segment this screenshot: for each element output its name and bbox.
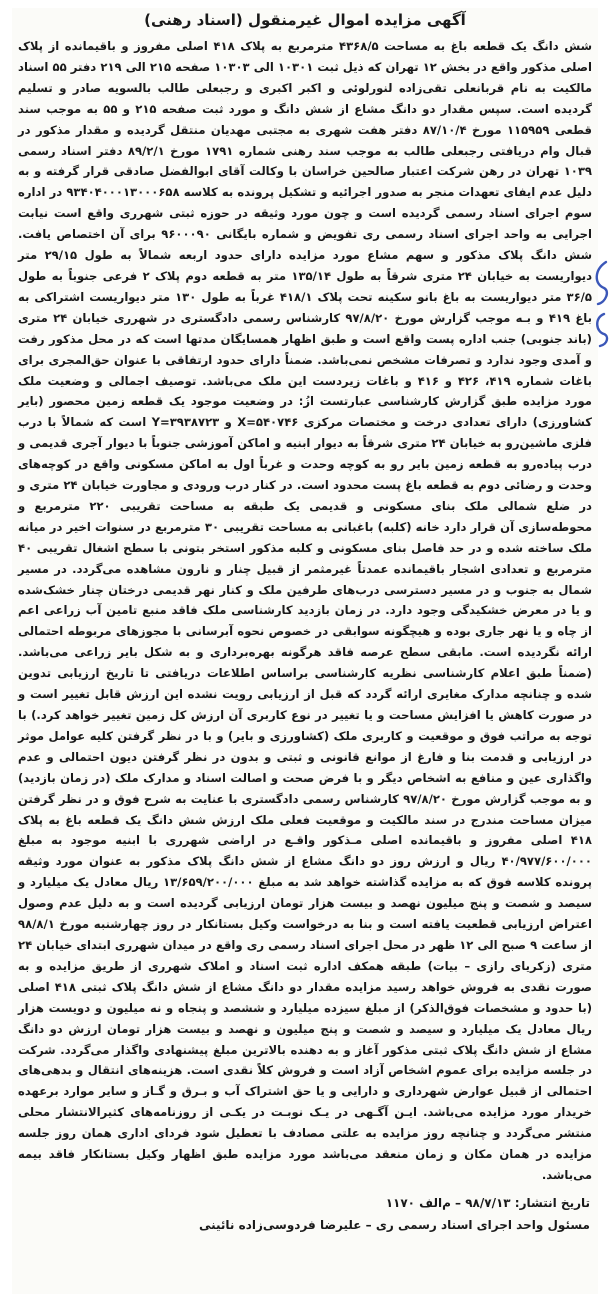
notice-body: شش دانگ یک قطعه باغ به مساحت ۴۳۶۸/۵ مترمربع به پلاک ۴۱۸ اصلی مفروز و باقیمانده از پلاک اصلی مذکور واقع در بخش ۱۲ تهران که ذیل ثبت ۱۰۳۰۱ الی ۱۰۳۰۳ صفحه ۲۱۵ الی ۲۱۹ دفتر ۵۵ اسناد مالکیت به نام قربانعلی تقی‌زاده لنورلوئی و اکبر اکبری و رجبعلی طالب بالسویه صادر و تسلیم گردیده است. سپس مقدار دو دانگ مشاع از شش دانگ و مورد ثبت صفحه ۲۱۵ و ۵۵ به موجب سند قطعی ۱۱۵۹۵۹ مورخ ۸۷/۱۰/۴ دفتر هفت شهری به مجتبی مهدیان منتقل گردیده و مقدار مذکور در قبال وام دریافتی رجبعلی طالب به موجب سند رهنی شماره ۱۷۹۱ مورخ ۸۹/۲/۱ دفتر اسناد رسمی ۱۰۳۹ تهران در رهن شرکت اعتبار صالحین خراسان با وکالت آقای ابوالفضل صادقی قرار گرفته و به دلیل عدم ایفای تعهدات منجر به صدور اجرائیه و تشکیل پرونده به کلاسه ۹۳۴۰۴۰۰۰۱۳۰۰۰۶۵۸ در اداره سوم اجرای اسناد رسمی گردیده است و چون مورد وثیقه در حوزه ثبتی شهرری واقع است نیابت اجرایی به واحد اجرای اسناد رسمی ری تفویض و شماره بایگانی ۹۶۰۰۰۹۰ برای آن اختصاص یافت. شش دانگ پلاک مذکور و سهم مشاع مورد مزایده دارای حدود اربعه شمالاً به طول ۲۹/۱۵ متر دیواریست به خیابان ۲۴ متری شرقاً به طول ۱۳۵/۱۴ متر به قطعه دوم پلاک ۲ فرعی جنوباً به طول ۳۶/۵ متر دیواریست به باغ بانو سکینه تحت پلاک ۴۱۸/۱ غرباً به طول ۱۳۰ متر دیواریست اشتراکی به باغ ۴۱۹ و بـه موجب گزارش مورخ ۹۷/۸/۲۰ کارشناس رسمی دادگستری در شهرری خیابان ۲۴ متری (باند جنوبی) جنب اداره پست واقع است و طبق اظهار همسایگان مدتها است که در محل مذکور رفت و آمدی وجود ندارد و تصرفات مشخص نمی‌باشد. ضمناً دارای حدود ارتفاقی با عنوان حق‌المجری برای باغات شماره ۴۱۹، ۴۲۶ و ۴۱۶ و باغات زیردست این ملک می‌باشد. توصیف اجمالی و وضعیت ملک مورد مزایده طبق گزارش کارشناسی عبارتست ازُ: در وضعیت موجود یک قطعه زمین محصور (بایر کشاورزی) دارای تعدادی درخت و مختصات مرکزی X=۵۴۰۷۴۶ و Y=۳۹۳۸۷۲۳ است که شمالاً با درب فلزی ماشین‌رو به خیابان ۲۴ متری شرقاً به دیوار ابنیه و اماکن آموزشی جنوباً با دیوار آجری قدیمی و درب پیاده‌رو به قطعه زمین بایر رو به کوچه وحدت و غرباً اول به اماکن مسکونی واقع در کوچه‌های وحدت و رضائی دوم به قطعه باغ پست محدود است. در کنار درب ورودی و مجاورت خیابان ۲۴ متری و در ضلع شمالی ملک بنای مسکونی و قدیمی یک طبقه به مساحت تقریبی ۲۲۰ مترمربع و محوطه‌سازی آن قرار دارد خانه (کلبه) باغبانی به مساحت تقریبی ۳۰ مترمربع در سنوات اخیر در میانه ملک ساخته شده و در حد فاصل بنای مسکونی و کلبه مذکور استخر بتونی با سطح اشغال تقریبی ۴۰ مترمربع و تعدادی اشجار باقیمانده عمدتاً غیرمثمر از قبیل چنار و نارون مشاهده می‌گردد. در مسیر شمال به جنوب و در مسیر دسترسی درب‌های طرفین ملک و کنار نهر قدیمی درختان چنار خشک‌شده و یا در معرض خشکیدگی وجود دارد. در زمان بازدید کارشناسی ملک فاقد منبع تامین آب زراعی اعم از چاه و یا نهر جاری بوده و هیچگونه سوابقی در خصوص نحوه آبرسانی با مجوزهای مربوطه احتمالی ارائه نگردیده است. مابقی سطح عرصه فاقد هرگونه بهره‌برداری و به شکل بایر زراعی می‌باشد. (ضمناً طبق اعلام کارشناسی نظریه کارشناسی براساس اطلاعات دریافتی تا تاریخ ارزیابی تدوین شده و چنانچه مدارک مغایری ارائه گردد که قبل از ارزیابی رویت نشده این ارزش قابل تغییر است و در صورت کاهش یا افزایش مساحت و یا تغییر در نوع کاربری آن ارزش کل زمین تغییر خواهد کرد.) با توجه به مراتب فوق و موقعیت و کاربری ملک (کشاورزی و بایر) و با در نظر گرفتن کلیه عوامل موثر در ارزیابی و قدمت بنا و فارغ از موانع قانونی و ثبتی و بدون در نظر گرفتن دیون احتمالی و عدم واگذاری عین و منافع به اشخاص دیگر و با فرض صحت و اصالت اسناد و مدارک ملک (در زمان بازدید) و به موجب گزارش مورخ ۹۷/۸/۲۰ کارشناس رسمی دادگستری با عنایت به شرح فوق و در نظر گرفتن میزان مساحت مندرج در سند مالکیت و موقعیت فعلی ملک ارزش شش دانگ یک قطعه باغ به پلاک ۴۱۸ اصلی مفروز و باقیمانده اصلی مـذکور واقـع در اراضی شهرری با ابنیه موجود به مبلغ ۴۰/۹۷۷/۶۰۰/۰۰۰ ریال و ارزش روز دو دانگ مشاع از شش دانگ پلاک مذکور به عنوان مورد وثیقه پرونده کلاسه فوق که به مزایده گذاشته خواهد شد به مبلغ ۱۳/۶۵۹/۲۰۰/۰۰۰ ریال معادل یک میلیارد و سیصد و شصت و پنج میلیون نهصد و بیست هزار تومان ارزیابی گردیده است و به دلیل عدم وصول اعتراض ارزیابی قطعیت یافته است و بنا به درخواست وکیل بستانکار در روز چهارشنبه مورخ ۹۸/۸/۱ از ساعت ۹ صبح الی ۱۲ ظهر در محل اجرای اسناد رسمی ری واقع در میدان شهرری ابتدای خیابان ۲۴ متری (زکریای رازی – بیات) طبقه همکف اداره ثبت اسناد و املاک شهرری از طریق مزایده و به صورت نقدی به فروش خواهد رسید مزایده مقدار دو دانگ مشاع از شش دانگ پلاک ثبتی ۴۱۸ اصلی (با حدود و مشخصات فوق‌الذکر) از مبلغ سیزده میلیارد و ششصد و پنجاه و نه میلیون و دویست هزار ریال معادل یک میلیارد و سیصد و شصت و پنج میلیون و نهصد و بیست هزار تومان ارزش دو دانگ مشاع از شش دانگ پلاک ثبتی مذکور آغاز و به دهنده بالاترین مبلغ پیشنهادی واگذار می‌گردد. شرکت در جلسه مزایده برای عموم اشخاص آزاد است و فروش کلاً نقدی است. هزینه‌های انتقال و بدهی‌های احتمالی از قبیل عوارض شهرداری و دارایی و یا حق اشتراک آب و بـرق و گـاز و سایر موارد برعهده خریدار مورد مزایده می‌باشد. ایـن آگـهی در یـک نوبـت در یکـی از روزنامه‌های کثیرالانتشار محلی منتشر می‌گردد و چنانچه روز مزایده به علتی مصادف با تعطیل شود فردای اداری همان روز جلسه مزایده در همان مکان و زمان منعقد می‌باشد مورد مزایده طبق اظهار وکیل بستانکار فاقد بیمه می‌باشد. [18,39,593,1182]
notice-footer [12,1192,598,1236]
signature-line: مسئول واحد اجرای اسناد رسمی ری – علیرضا فردوسی‌زاده نائینی [198,1217,590,1232]
pen-mark-icon [592,258,610,348]
auction-notice [12,8,598,1294]
notice-title: آگهی مزایده اموال غیرمنقول (اسناد رهنی) [144,11,466,29]
publish-date-line: تاریخ انتشار: ۹۸/۷/۱۳ – م‌الف ۱۱۷۰ [385,1195,590,1210]
